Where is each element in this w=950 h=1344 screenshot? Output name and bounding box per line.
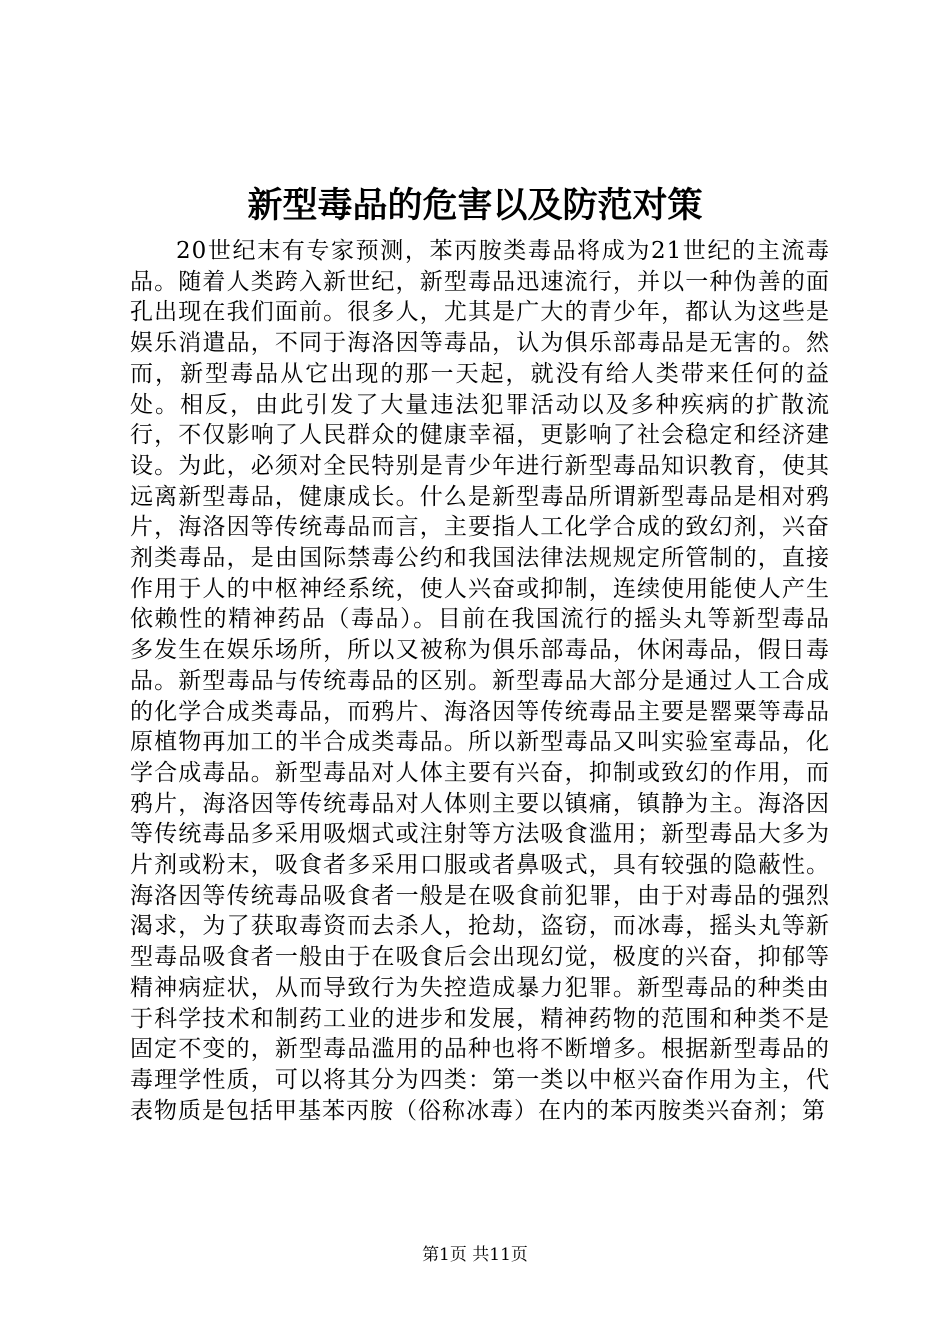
document-title: 新型毒品的危害以及防范对策 [247,185,703,226]
body-paragraph: 20世纪末有专家预测，苯丙胺类毒品将成为21世纪的主流毒品。随着人类跨入新世纪，新型毒品迅速流行，并以一种伪善的面孔出现在我们面前。很多人，尤其是广大的青少年，都认为这些是娱乐消遣品，不同于海洛因等毒品，认为俱乐部毒品是无害的。然而，新型毒品从它出现的那一天起，就没有给人类带来任何的益处。相反，由此引发了大量违法犯罪活动以及多种疾病的扩散流行，不仅影响了人民群众的健康幸福，更影响了社会稳定和经济建设。为此，必须对全民特别是青少年进行新型毒品知识教育，使其远离新型毒品，健康成长。什么是新型毒品所谓新型毒品是相对鸦片，海洛因等传统毒品而言，主要指人工化学合成的致幻剂，兴奋剂类毒品，是由国际禁毒公约和我国法律法规规定所管制的，直接作用于人的中枢神经系统，使人兴奋或抑制，连续使用能使人产生依赖性的精神药品（毒品）。目前在我国流行的摇头丸等新型毒品多发生在娱乐场所，所以又被称为俱乐部毒品，休闲毒品，假日毒品。新型毒品与传统毒品的区别。新型毒品大部分是通过人工合成的化学合成类毒品，而鸦片、海洛因等传统毒品主要是罂粟等毒品原植物再加工的半合成类毒品。所以新型毒品又叫实验室毒品，化学合成毒品。新型毒品对人体主要有兴奋，抑制或致幻的作用，而鸦片，海洛因等传统毒品对人体则主要以镇痛，镇静为主。海洛因等传统毒品多采用吸烟式或注射等方法吸食滥用；新型毒品大多为片剂或粉末，吸食者多采用口服或者鼻吸式，具有较强的隐蔽性。海洛因等传统毒品吸食者一般是在吸食前犯罪，由于对毒品的强烈渴求，为了获取毒资而去杀人，抢劫，盗窃，而冰毒，摇头丸等新型毒品吸食者一般由于在吸食后会出现幻觉，极度的兴奋，抑郁等精神病症状，从而导致行为失控造成暴力犯罪。新型毒品的种类由于科学技术和制药工业的进步和发展，精神药物的范围和种类不是固定不变的，新型毒品滥用的品种也将不断增多。根据新型毒品的毒理学性质，可以将其分为四类：第一类以中枢兴奋作用为主，代表物质是包括甲基苯丙胺（俗称冰毒）在内的苯丙胺类兴奋剂；第 [130,238,830,1124]
page-number: 第1页 共11页 [422,1245,528,1265]
